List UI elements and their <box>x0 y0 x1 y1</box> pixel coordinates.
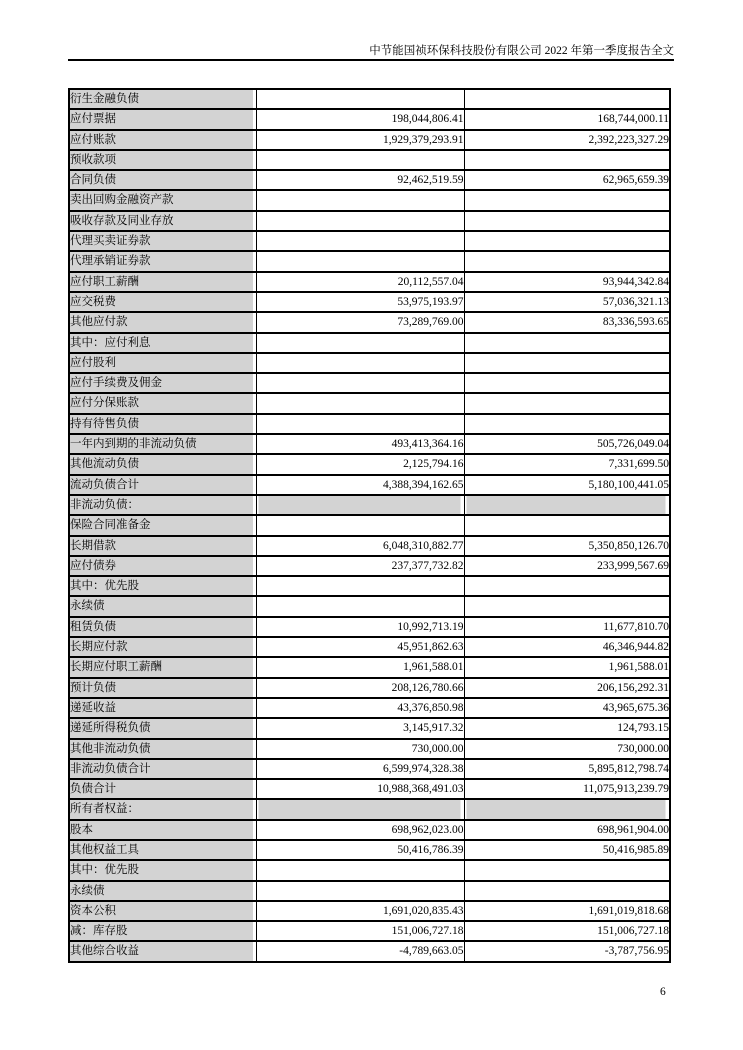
row-label: 其他流动负债 <box>69 454 256 474</box>
table-row <box>69 454 670 474</box>
value-current <box>256 251 464 271</box>
table-row <box>69 272 670 292</box>
value-current: 198,044,806.41 <box>256 109 464 129</box>
row-label: 预收款项 <box>69 150 256 170</box>
value-current: 45,951,862.63 <box>256 637 464 657</box>
row-label: 递延收益 <box>69 698 256 718</box>
table-row <box>69 637 670 657</box>
table-row <box>69 820 670 840</box>
value-current: 10,992,713.19 <box>256 617 464 637</box>
table-row <box>69 414 670 434</box>
value-current <box>256 211 464 231</box>
row-label: 应付分保账款 <box>69 393 256 413</box>
row-label: 应付账款 <box>69 130 256 150</box>
value-current <box>256 596 464 616</box>
table-row <box>69 130 670 150</box>
row-label: 应交税费 <box>69 292 256 312</box>
value-current <box>256 373 464 393</box>
value-current <box>256 333 464 353</box>
row-label: 其中：优先股 <box>69 576 256 596</box>
value-current: 4,388,394,162.65 <box>256 475 464 495</box>
row-label: 吸收存款及同业存放 <box>69 211 256 231</box>
value-current: 698,962,023.00 <box>256 820 464 840</box>
row-label: 其他综合收益 <box>69 941 256 961</box>
value-previous <box>464 373 670 393</box>
value-current: 43,376,850.98 <box>256 698 464 718</box>
value-current: 53,975,193.97 <box>256 292 464 312</box>
table-row <box>69 840 670 860</box>
table-row <box>69 373 670 393</box>
table-row <box>69 89 670 109</box>
value-current <box>256 190 464 210</box>
value-current <box>256 393 464 413</box>
row-label: 一年内到期的非流动负债 <box>69 434 256 454</box>
value-current: 208,126,780.66 <box>256 678 464 698</box>
row-label: 应付手续费及佣金 <box>69 373 256 393</box>
table-row <box>69 617 670 637</box>
value-current <box>256 881 464 901</box>
table-row <box>69 150 670 170</box>
row-label: 保险合同准备金 <box>69 515 256 535</box>
table-row <box>69 109 670 129</box>
report-header-title: 中节能国祯环保科技股份有限公司 2022 年第一季度报告全文 <box>369 45 674 57</box>
table-row <box>69 475 670 495</box>
row-label: 递延所得税负债 <box>69 718 256 738</box>
table-row <box>69 759 670 779</box>
value-current: 50,416,786.39 <box>256 840 464 860</box>
value-current <box>256 89 464 109</box>
value-current <box>256 515 464 535</box>
table-row <box>69 292 670 312</box>
row-label: 股本 <box>69 820 256 840</box>
value-previous: 151,006,727.18 <box>464 921 670 941</box>
value-previous <box>464 150 670 170</box>
table-row <box>69 698 670 718</box>
value-current: 3,145,917.32 <box>256 718 464 738</box>
row-label: 所有者权益： <box>69 799 256 819</box>
value-current: 6,599,974,328.38 <box>256 759 464 779</box>
table-row <box>69 312 670 332</box>
value-previous: 5,180,100,441.05 <box>464 475 670 495</box>
header-rule <box>68 59 674 61</box>
table-row <box>69 393 670 413</box>
row-label: 负债合计 <box>69 779 256 799</box>
value-previous: 5,895,812,798.74 <box>464 759 670 779</box>
value-current: 237,377,732.82 <box>256 556 464 576</box>
value-current <box>256 495 464 515</box>
value-previous: -3,787,756.95 <box>464 941 670 961</box>
row-label: 合同负债 <box>69 170 256 190</box>
table-row <box>69 515 670 535</box>
table-row <box>69 596 670 616</box>
row-label: 衍生金融负债 <box>69 89 256 109</box>
row-label: 其他非流动负债 <box>69 739 256 759</box>
row-label: 其中：优先股 <box>69 860 256 880</box>
row-label: 长期应付职工薪酬 <box>69 657 256 677</box>
table-row <box>69 231 670 251</box>
table-row <box>69 353 670 373</box>
value-previous <box>464 211 670 231</box>
value-previous: 206,156,292.31 <box>464 678 670 698</box>
value-previous <box>464 333 670 353</box>
value-current <box>256 860 464 880</box>
row-label: 预计负债 <box>69 678 256 698</box>
value-current: 151,006,727.18 <box>256 921 464 941</box>
value-previous <box>464 576 670 596</box>
value-current <box>256 231 464 251</box>
row-label: 应付债券 <box>69 556 256 576</box>
row-label: 应付股利 <box>69 353 256 373</box>
value-current <box>256 414 464 434</box>
value-current: 73,289,769.00 <box>256 312 464 332</box>
value-current: -4,789,663.05 <box>256 941 464 961</box>
row-label: 减：库存股 <box>69 921 256 941</box>
value-current: 92,462,519.59 <box>256 170 464 190</box>
row-label: 其他权益工具 <box>69 840 256 860</box>
value-previous: 93,944,342.84 <box>464 272 670 292</box>
row-label: 流动负债合计 <box>69 475 256 495</box>
value-previous <box>464 596 670 616</box>
value-previous <box>464 414 670 434</box>
page-number: 6 <box>660 986 666 998</box>
table-row <box>69 779 670 799</box>
row-label: 代理承销证券款 <box>69 251 256 271</box>
table-row <box>69 434 670 454</box>
value-previous: 57,036,321.13 <box>464 292 670 312</box>
row-label: 永续债 <box>69 596 256 616</box>
table-row <box>69 211 670 231</box>
value-current <box>256 799 464 819</box>
table-row <box>69 941 670 961</box>
value-previous <box>464 495 670 515</box>
row-label: 资本公积 <box>69 901 256 921</box>
value-previous: 1,691,019,818.68 <box>464 901 670 921</box>
value-current: 1,691,020,835.43 <box>256 901 464 921</box>
row-label: 非流动负债： <box>69 495 256 515</box>
table-row <box>69 657 670 677</box>
value-current: 10,988,368,491.03 <box>256 779 464 799</box>
value-previous <box>464 231 670 251</box>
value-previous: 11,677,810.70 <box>464 617 670 637</box>
value-previous <box>464 799 670 819</box>
value-previous: 5,350,850,126.70 <box>464 536 670 556</box>
row-label: 长期借款 <box>69 536 256 556</box>
value-previous <box>464 393 670 413</box>
value-previous <box>464 881 670 901</box>
value-previous <box>464 89 670 109</box>
value-current <box>256 353 464 373</box>
table-row <box>69 678 670 698</box>
value-previous <box>464 190 670 210</box>
table-row <box>69 556 670 576</box>
value-current: 1,961,588.01 <box>256 657 464 677</box>
value-current <box>256 576 464 596</box>
value-previous: 50,416,985.89 <box>464 840 670 860</box>
table-row <box>69 251 670 271</box>
value-previous: 124,793.15 <box>464 718 670 738</box>
table-row <box>69 901 670 921</box>
value-previous: 730,000.00 <box>464 739 670 759</box>
table-row <box>69 170 670 190</box>
value-previous <box>464 353 670 373</box>
balance-sheet-table <box>68 88 671 963</box>
table-row <box>69 718 670 738</box>
table-row <box>69 881 670 901</box>
value-current: 20,112,557.04 <box>256 272 464 292</box>
table-row <box>69 860 670 880</box>
value-previous: 168,744,000.11 <box>464 109 670 129</box>
table-row <box>69 576 670 596</box>
value-previous: 43,965,675.36 <box>464 698 670 718</box>
value-current: 1,929,379,293.91 <box>256 130 464 150</box>
row-label: 永续债 <box>69 881 256 901</box>
row-label: 应付票据 <box>69 109 256 129</box>
value-current: 2,125,794.16 <box>256 454 464 474</box>
table-row <box>69 799 670 819</box>
value-previous <box>464 860 670 880</box>
value-previous: 1,961,588.01 <box>464 657 670 677</box>
row-label: 非流动负债合计 <box>69 759 256 779</box>
value-current: 6,048,310,882.77 <box>256 536 464 556</box>
table-row <box>69 190 670 210</box>
table-row <box>69 333 670 353</box>
row-label: 长期应付款 <box>69 637 256 657</box>
value-current <box>256 150 464 170</box>
value-previous: 233,999,567.69 <box>464 556 670 576</box>
value-previous <box>464 515 670 535</box>
row-label: 代理买卖证券款 <box>69 231 256 251</box>
value-previous: 62,965,659.39 <box>464 170 670 190</box>
row-label: 租赁负债 <box>69 617 256 637</box>
value-current: 730,000.00 <box>256 739 464 759</box>
table-row <box>69 921 670 941</box>
value-current: 493,413,364.16 <box>256 434 464 454</box>
value-previous: 505,726,049.04 <box>464 434 670 454</box>
value-previous: 698,961,904.00 <box>464 820 670 840</box>
table-row <box>69 536 670 556</box>
value-previous <box>464 251 670 271</box>
value-previous: 83,336,593.65 <box>464 312 670 332</box>
value-previous: 11,075,913,239.79 <box>464 779 670 799</box>
value-previous: 46,346,944.82 <box>464 637 670 657</box>
value-previous: 2,392,223,327.29 <box>464 130 670 150</box>
table-row <box>69 495 670 515</box>
table-row <box>69 739 670 759</box>
row-label: 应付职工薪酬 <box>69 272 256 292</box>
row-label: 其中：应付利息 <box>69 333 256 353</box>
row-label: 卖出回购金融资产款 <box>69 190 256 210</box>
value-previous: 7,331,699.50 <box>464 454 670 474</box>
row-label: 持有待售负债 <box>69 414 256 434</box>
row-label: 其他应付款 <box>69 312 256 332</box>
